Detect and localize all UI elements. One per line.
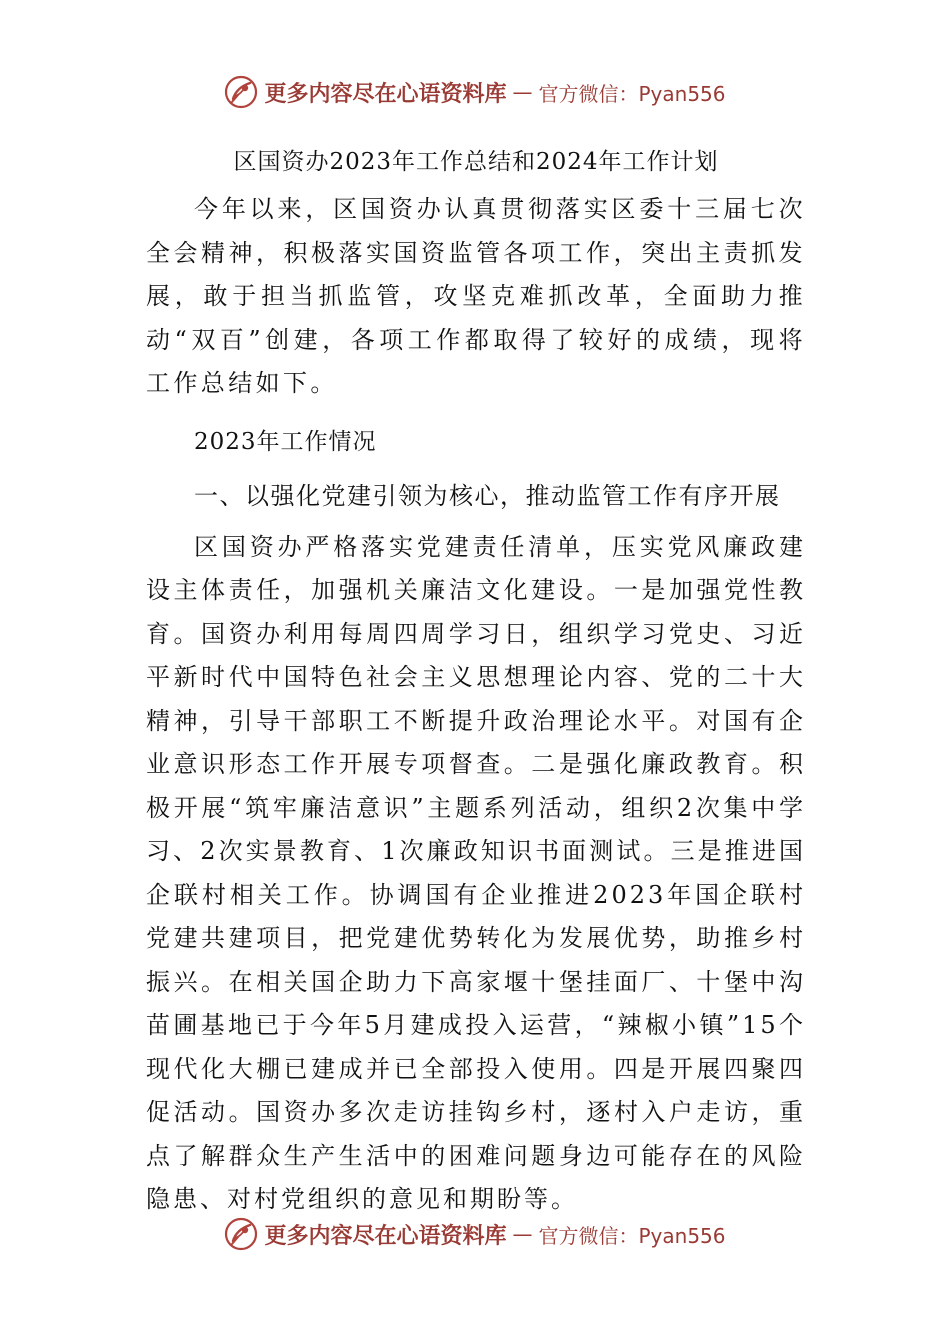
banner-wechat-text: 官方微信：Pyan556	[538, 1223, 726, 1248]
rose-logo-icon	[224, 1217, 258, 1251]
intro-paragraph: 今年以来，区国资办认真贯彻落实区委十三届七次全会精神，积极落实国资监管各项工作，突出主责抓发展，敢于担当抓监管，攻坚克难抓改革，全面助力推动“双百”创建，各项工作都取得了较好的成绩，现将工作总结如下。	[146, 195, 806, 397]
header-banner	[0, 70, 950, 114]
footer-banner	[0, 1212, 950, 1256]
banner-promo-text: 更多内容尽在心语资料库	[264, 1222, 507, 1249]
banner-dash: —	[512, 80, 533, 104]
banner-wechat-text: 官方微信：Pyan556	[538, 81, 726, 106]
footer-banner-inner	[224, 1217, 725, 1251]
header-banner-inner	[224, 75, 725, 109]
rose-logo-icon	[224, 75, 258, 109]
body-paragraph-1: 区国资办严格落实党建责任清单，压实党风廉政建设主体责任，加强机关廉洁文化建设。一是加强党性教育。国资办利用每周四周学习日，组织学习党史、习近平新时代中国特色社会主义思想理论内容、党的二十大精神，引导干部职工不断提升政治理论水平。对国有企业意识形态工作开展专项督查。二是强化廉政教育。积极开展“筑牢廉洁意识”主题系列活动，组织2次集中学习、2次实景教育、1次廉政知识书面测试。三是推进国企联村相关工作。协调国有企业推进2023年国企联村党建共建项目，把党建优势转化为发展优势，助推乡村振兴。在相关国企助力下高家堰十堡挂面厂、十堡中沟苗圃基地已于今年5月建成投入运营，“辣椒小镇”15个现代化大棚已建成并已全部投入使用。四是开展四聚四促活动。国资办多次走访挂钩乡村，逐村入户走访，重点了解群众生产生活中的困难问题身边可能存在的风险隐患、对村党组织的意见和期盼等。	[146, 532, 806, 1213]
section-heading-1: 一、以强化党建引领为核心，推动监管工作有序开展	[194, 481, 781, 510]
banner-promo-text: 更多内容尽在心语资料库	[264, 80, 507, 107]
banner-dash: —	[512, 1222, 533, 1246]
document-body	[146, 140, 806, 1228]
section-label: 2023年工作情况	[194, 428, 377, 455]
document-title: 区国资办2023年工作总结和2024年工作计划	[233, 149, 719, 175]
